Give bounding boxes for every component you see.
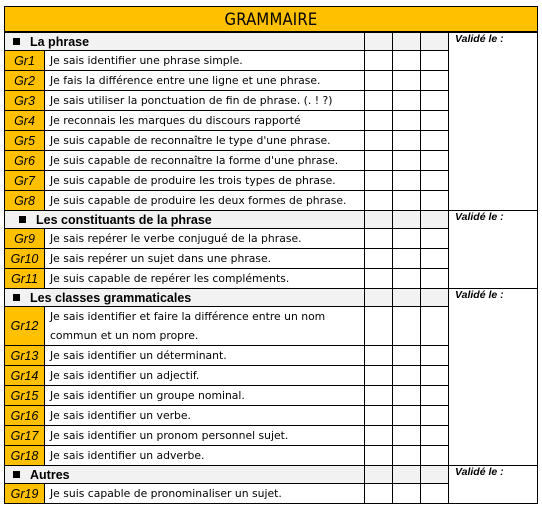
checkbox-cell[interactable] — [393, 191, 421, 211]
checkbox-cell[interactable] — [393, 51, 421, 71]
checkbox-cell[interactable] — [421, 229, 449, 249]
section-row — [5, 466, 538, 484]
checkbox-cell[interactable] — [393, 131, 421, 151]
competency-code: Gr13 — [5, 346, 45, 366]
checkbox-cell[interactable] — [393, 111, 421, 131]
checkbox-cell[interactable] — [365, 71, 393, 91]
checkbox-cell[interactable] — [393, 366, 421, 386]
checkbox-cell[interactable] — [421, 269, 449, 289]
competency-code: Gr15 — [5, 386, 45, 406]
checkbox-cell[interactable] — [393, 91, 421, 111]
competency-text: Je sais identifier un déterminant. — [45, 346, 365, 366]
checkbox-cell[interactable] — [365, 366, 393, 386]
checkbox-cell[interactable] — [421, 51, 449, 71]
checkbox-cell[interactable] — [421, 406, 449, 426]
checkbox-cell[interactable] — [393, 426, 421, 446]
competency-code: Gr18 — [5, 446, 45, 466]
checkbox-cell[interactable] — [365, 151, 393, 171]
competency-text: Je sais identifier un adjectif. — [45, 366, 365, 386]
competency-sheet — [4, 6, 537, 504]
validated-date-cell[interactable] — [449, 32, 538, 211]
checkbox-cell[interactable] — [393, 151, 421, 171]
page-title: GRAMMAIRE — [5, 7, 538, 33]
checkbox-cell[interactable] — [393, 307, 421, 346]
competency-text: Je suis capable de pronominaliser un sujet. — [45, 484, 365, 504]
competency-code: Gr5 — [5, 131, 45, 151]
checkbox-cell[interactable] — [365, 191, 393, 211]
competency-code: Gr11 — [5, 269, 45, 289]
checkbox-cell[interactable] — [365, 406, 393, 426]
validated-label: Validé le : — [455, 33, 504, 45]
competency-code: Gr4 — [5, 111, 45, 131]
section-check-cell — [393, 211, 421, 229]
section-check-cell — [421, 32, 449, 51]
checkbox-cell[interactable] — [421, 386, 449, 406]
checkbox-cell[interactable] — [421, 131, 449, 151]
competency-code: Gr8 — [5, 191, 45, 211]
section-check-cell — [421, 289, 449, 307]
section-row — [5, 211, 538, 229]
section-check-cell — [393, 466, 421, 484]
section-title — [5, 466, 365, 484]
checkbox-cell[interactable] — [421, 91, 449, 111]
section-label: Les constituants de la phrase — [36, 212, 212, 227]
checkbox-cell[interactable] — [421, 366, 449, 386]
checkbox-cell[interactable] — [365, 111, 393, 131]
competency-code: Gr7 — [5, 171, 45, 191]
checkbox-cell[interactable] — [393, 269, 421, 289]
section-check-cell — [365, 211, 393, 229]
checkbox-cell[interactable] — [421, 191, 449, 211]
checkbox-cell[interactable] — [365, 51, 393, 71]
validated-date-cell[interactable] — [449, 211, 538, 289]
competency-text: Je sais identifier une phrase simple. — [45, 51, 365, 71]
competency-text: Je sais identifier un pronom personnel sujet. — [45, 426, 365, 446]
section-row — [5, 289, 538, 307]
section-check-cell — [365, 32, 393, 51]
validated-label: Validé le : — [455, 289, 504, 301]
checkbox-cell[interactable] — [421, 307, 449, 346]
competency-code: Gr6 — [5, 151, 45, 171]
square-bullet-icon — [19, 216, 26, 223]
checkbox-cell[interactable] — [393, 406, 421, 426]
checkbox-cell[interactable] — [421, 151, 449, 171]
competency-text: Je fais la différence entre une ligne et une phrase. — [45, 71, 365, 91]
competency-text: Je suis capable de repérer les compléments. — [45, 269, 365, 289]
checkbox-cell[interactable] — [421, 446, 449, 466]
square-bullet-icon — [13, 294, 20, 301]
competency-code: Gr1 — [5, 51, 45, 71]
section-label: La phrase — [30, 34, 90, 49]
checkbox-cell[interactable] — [365, 484, 393, 504]
competency-code: Gr9 — [5, 229, 45, 249]
checkbox-cell[interactable] — [393, 484, 421, 504]
section-check-cell — [421, 211, 449, 229]
section-title — [5, 289, 365, 307]
section-check-cell — [393, 289, 421, 307]
checkbox-cell[interactable] — [393, 249, 421, 269]
checkbox-cell[interactable] — [421, 171, 449, 191]
competency-code: Gr12 — [5, 307, 45, 346]
checkbox-cell[interactable] — [421, 71, 449, 91]
section-check-cell — [365, 289, 393, 307]
square-bullet-icon — [13, 38, 20, 45]
checkbox-cell[interactable] — [365, 386, 393, 406]
section-label: Les classes grammaticales — [30, 290, 192, 305]
checkbox-cell[interactable] — [421, 111, 449, 131]
checkbox-cell[interactable] — [393, 71, 421, 91]
checkbox-cell[interactable] — [365, 249, 393, 269]
competency-code: Gr3 — [5, 91, 45, 111]
section-title — [5, 32, 365, 51]
competency-code: Gr16 — [5, 406, 45, 426]
competency-code: Gr2 — [5, 71, 45, 91]
checkbox-cell[interactable] — [365, 269, 393, 289]
section-check-cell — [421, 466, 449, 484]
section-label: Autres — [30, 467, 70, 482]
checkbox-cell[interactable] — [365, 171, 393, 191]
competency-text: Je sais utiliser la ponctuation de fin de phrase. (. ! ?) — [45, 91, 365, 111]
validated-label: Validé le : — [455, 211, 504, 223]
validated-date-cell[interactable] — [449, 289, 538, 466]
checkbox-cell[interactable] — [365, 426, 393, 446]
checkbox-cell[interactable] — [365, 91, 393, 111]
competency-text: Je suis capable de produire les trois types de phrase. — [45, 171, 365, 191]
checkbox-cell[interactable] — [365, 229, 393, 249]
checkbox-cell[interactable] — [365, 346, 393, 366]
checkbox-cell[interactable] — [421, 484, 449, 504]
checkbox-cell[interactable] — [393, 446, 421, 466]
competency-code: Gr14 — [5, 366, 45, 386]
checkbox-cell[interactable] — [393, 171, 421, 191]
grammar-table — [4, 6, 538, 504]
competency-code: Gr19 — [5, 484, 45, 504]
checkbox-cell[interactable] — [393, 229, 421, 249]
checkbox-cell[interactable] — [421, 426, 449, 446]
competency-text: Je sais identifier un adverbe. — [45, 446, 365, 466]
competency-text: Je reconnais les marques du discours rapporté — [45, 111, 365, 131]
checkbox-cell[interactable] — [365, 307, 393, 346]
competency-text: Je sais repérer un sujet dans une phrase. — [45, 249, 365, 269]
checkbox-cell[interactable] — [421, 346, 449, 366]
competency-text: Je suis capable de produire les deux formes de phrase. — [45, 191, 365, 211]
competency-text: Je sais identifier et faire la différence entre un nom commun et un nom propre. — [45, 307, 365, 346]
competency-code: Gr17 — [5, 426, 45, 446]
checkbox-cell[interactable] — [421, 249, 449, 269]
validated-label: Validé le : — [455, 466, 504, 478]
section-title — [5, 211, 365, 229]
checkbox-cell[interactable] — [365, 131, 393, 151]
competency-text: Je sais identifier un verbe. — [45, 406, 365, 426]
competency-code: Gr10 — [5, 249, 45, 269]
section-check-cell — [365, 466, 393, 484]
section-row — [5, 32, 538, 51]
checkbox-cell[interactable] — [393, 386, 421, 406]
competency-text: Je suis capable de reconnaître le type d'une phrase. — [45, 131, 365, 151]
competency-text: Je sais repérer le verbe conjugué de la phrase. — [45, 229, 365, 249]
square-bullet-icon — [13, 471, 20, 478]
validated-date-cell[interactable] — [449, 466, 538, 504]
section-check-cell — [393, 32, 421, 51]
checkbox-cell[interactable] — [365, 446, 393, 466]
competency-text: Je sais identifier un groupe nominal. — [45, 386, 365, 406]
checkbox-cell[interactable] — [393, 346, 421, 366]
competency-text: Je suis capable de reconnaître la forme d'une phrase. — [45, 151, 365, 171]
